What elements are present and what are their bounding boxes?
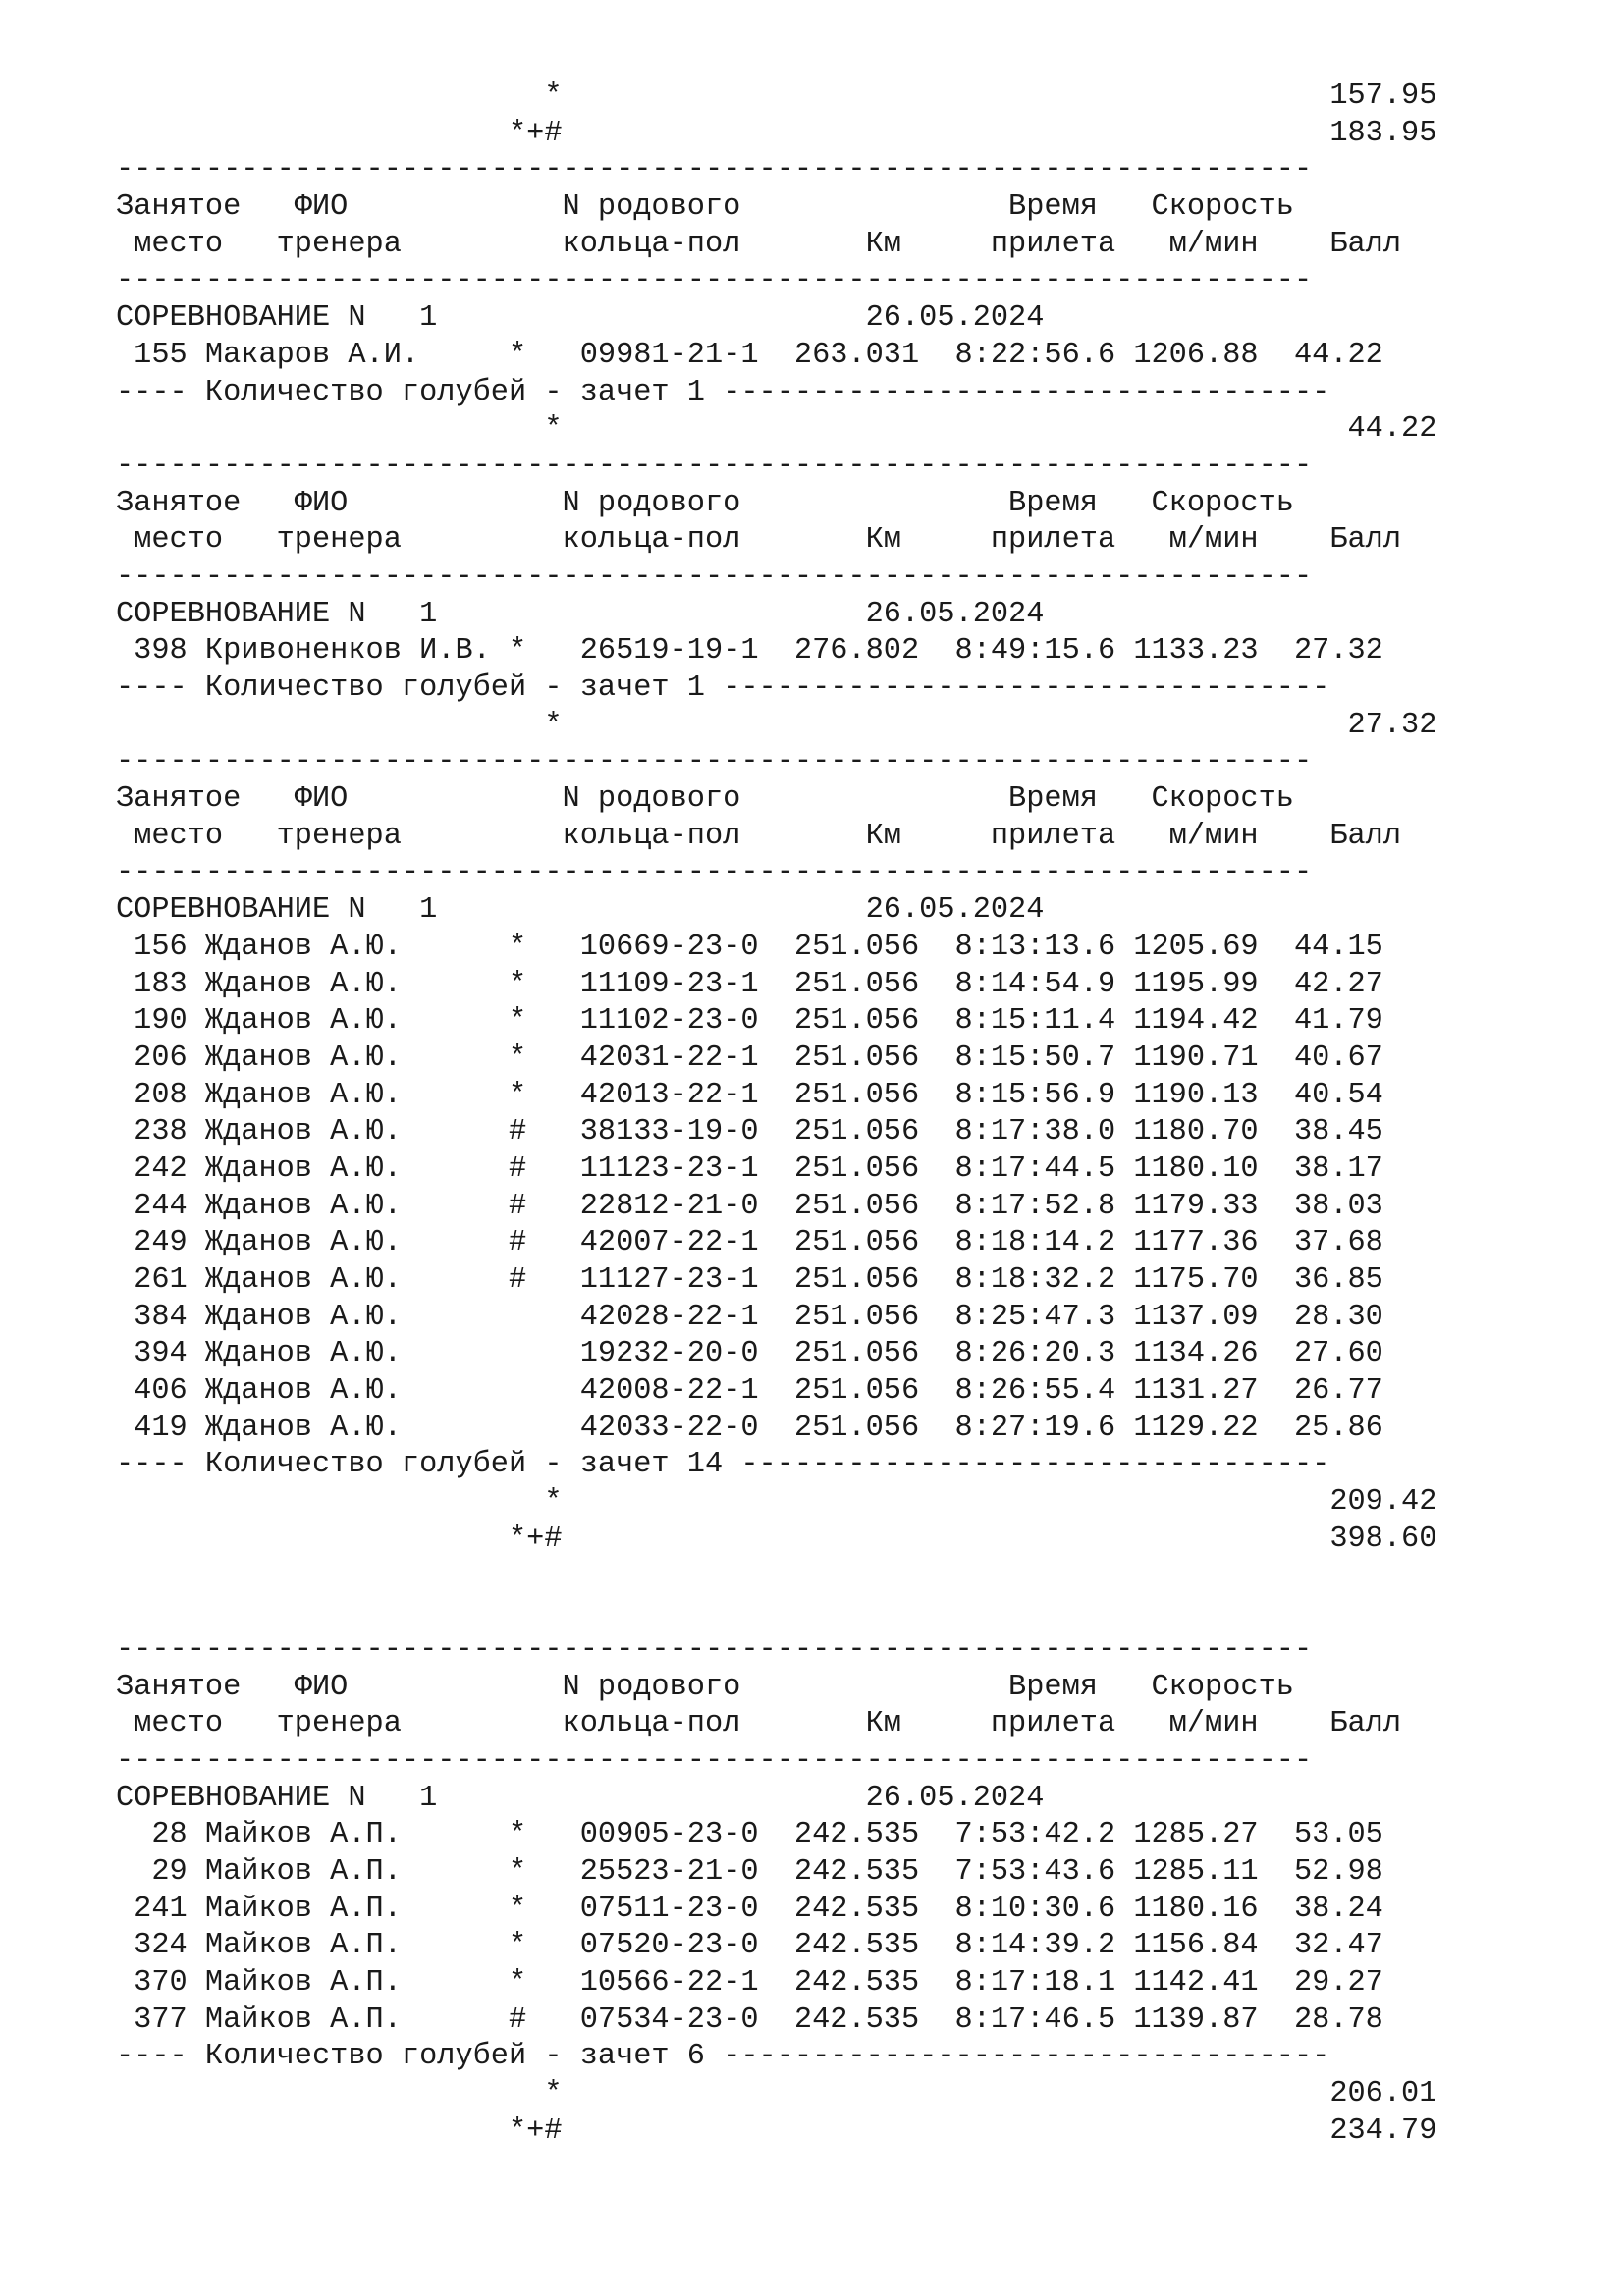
result-row: 29 Майков А.П. * 25523-21-0 242.535 7:53:43.6 1285.11 52.98 <box>116 1855 1383 1890</box>
total-line: *+# 398.60 <box>116 1522 1437 1556</box>
result-row: 249 Жданов А.Ю. # 42007-22-1 251.056 8:18:14.2 1177.36 37.68 <box>116 1226 1383 1260</box>
result-block <box>116 152 1436 449</box>
count-line: ---- Количество голубей - зачет 14 --------------------------------- <box>116 1448 1330 1482</box>
results-report <box>116 79 1436 2151</box>
column-header: Занятое ФИО N родового Время Скорость <box>116 1670 1402 1704</box>
result-block <box>116 1632 1436 2151</box>
total-line: * 157.95 <box>116 80 1437 113</box>
total-line: *+# 183.95 <box>116 116 1437 150</box>
result-row: 190 Жданов А.Ю. * 11102-23-0 251.056 8:15:11.4 1194.42 41.79 <box>116 1004 1383 1039</box>
column-header: место тренера кольца-пол Км прилета м/мин Балл <box>116 819 1402 853</box>
result-row: 398 Кривоненков И.В. * 26519-19-1 276.802 8:49:15.6 1133.23 27.32 <box>116 634 1383 668</box>
total-line: * 209.42 <box>116 1485 1437 1520</box>
competition-line: СОРЕВНОВАНИЕ N 1 26.05.2024 <box>116 301 1045 336</box>
result-row: 406 Жданов А.Ю. 42008-22-1 251.056 8:26:55.4 1131.27 26.77 <box>116 1374 1383 1409</box>
total-line: * 44.22 <box>116 412 1437 447</box>
result-row: 244 Жданов А.Ю. # 22812-21-0 251.056 8:17:52.8 1179.33 38.03 <box>116 1189 1383 1223</box>
column-header: место тренера кольца-пол Км прилета м/мин Балл <box>116 1707 1402 1741</box>
column-header: место тренера кольца-пол Км прилета м/мин Балл <box>116 523 1402 558</box>
rule: ------------------------------------------------------------------- <box>116 560 1313 594</box>
result-row: 261 Жданов А.Ю. # 11127-23-1 251.056 8:18:32.2 1175.70 36.85 <box>116 1263 1383 1297</box>
total-line: * 27.32 <box>116 708 1437 742</box>
column-header: место тренера кольца-пол Км прилета м/мин Балл <box>116 227 1402 261</box>
result-row: 206 Жданов А.Ю. * 42031-22-1 251.056 8:15:50.7 1190.71 40.67 <box>116 1041 1383 1075</box>
result-row: 324 Майков А.П. * 07520-23-0 242.535 8:14:39.2 1156.84 32.47 <box>116 1929 1383 1963</box>
result-row: 370 Майков А.П. * 10566-22-1 242.535 8:17:18.1 1142.41 29.27 <box>116 1966 1383 2001</box>
result-row: 156 Жданов А.Ю. * 10669-23-0 251.056 8:13:13.6 1205.69 44.15 <box>116 930 1383 964</box>
competition-line: СОРЕВНОВАНИЕ N 1 26.05.2024 <box>116 1781 1045 1815</box>
count-line: ---- Количество голубей - зачет 1 ---------------------------------- <box>116 671 1330 705</box>
result-row: 384 Жданов А.Ю. 42028-22-1 251.056 8:25:47.3 1137.09 28.30 <box>116 1300 1383 1334</box>
rule: ------------------------------------------------------------------- <box>116 153 1313 187</box>
column-header: Занятое ФИО N родового Время Скорость <box>116 486 1402 520</box>
count-line: ---- Количество голубей - зачет 1 ---------------------------------- <box>116 375 1330 409</box>
rule: ------------------------------------------------------------------- <box>116 1632 1313 1667</box>
result-row: 183 Жданов А.Ю. * 11109-23-1 251.056 8:14:54.9 1195.99 42.27 <box>116 967 1383 1001</box>
rule: ------------------------------------------------------------------- <box>116 449 1313 483</box>
count-line: ---- Количество голубей - зачет 6 ---------------------------------- <box>116 2040 1330 2074</box>
competition-line: СОРЕВНОВАНИЕ N 1 26.05.2024 <box>116 597 1045 631</box>
page-gap <box>116 1559 1436 1632</box>
result-row: 155 Макаров А.И. * 09981-21-1 263.031 8:22:56.6 1206.88 44.22 <box>116 338 1383 372</box>
result-row: 238 Жданов А.Ю. # 38133-19-0 251.056 8:17:38.0 1180.70 38.45 <box>116 1115 1383 1149</box>
result-row: 394 Жданов А.Ю. 19232-20-0 251.056 8:26:20.3 1134.26 27.60 <box>116 1337 1383 1371</box>
result-row: 419 Жданов А.Ю. 42033-22-0 251.056 8:27:19.6 1129.22 25.86 <box>116 1411 1383 1445</box>
result-block <box>116 744 1436 1558</box>
result-row: 208 Жданов А.Ю. * 42013-22-1 251.056 8:15:56.9 1190.13 40.54 <box>116 1078 1383 1112</box>
result-row: 241 Майков А.П. * 07511-23-0 242.535 8:10:30.6 1180.16 38.24 <box>116 1892 1383 1926</box>
result-row: 28 Майков А.П. * 00905-23-0 242.535 7:53:42.2 1285.27 53.05 <box>116 1818 1383 1852</box>
rule: ------------------------------------------------------------------- <box>116 1743 1313 1778</box>
column-header: Занятое ФИО N родового Время Скорость <box>116 782 1402 817</box>
rule: ------------------------------------------------------------------- <box>116 264 1313 298</box>
rule: ------------------------------------------------------------------- <box>116 856 1313 890</box>
result-row: 242 Жданов А.Ю. # 11123-23-1 251.056 8:17:44.5 1180.10 38.17 <box>116 1151 1383 1186</box>
total-line: *+# 234.79 <box>116 2113 1437 2148</box>
column-header: Занятое ФИО N родового Время Скорость <box>116 190 1402 225</box>
total-line: * 206.01 <box>116 2077 1437 2111</box>
rule: ------------------------------------------------------------------- <box>116 745 1313 779</box>
result-block <box>116 449 1436 745</box>
result-row: 377 Майков А.П. # 07534-23-0 242.535 8:17:46.5 1139.87 28.78 <box>116 2002 1383 2037</box>
competition-line: СОРЕВНОВАНИЕ N 1 26.05.2024 <box>116 893 1045 928</box>
